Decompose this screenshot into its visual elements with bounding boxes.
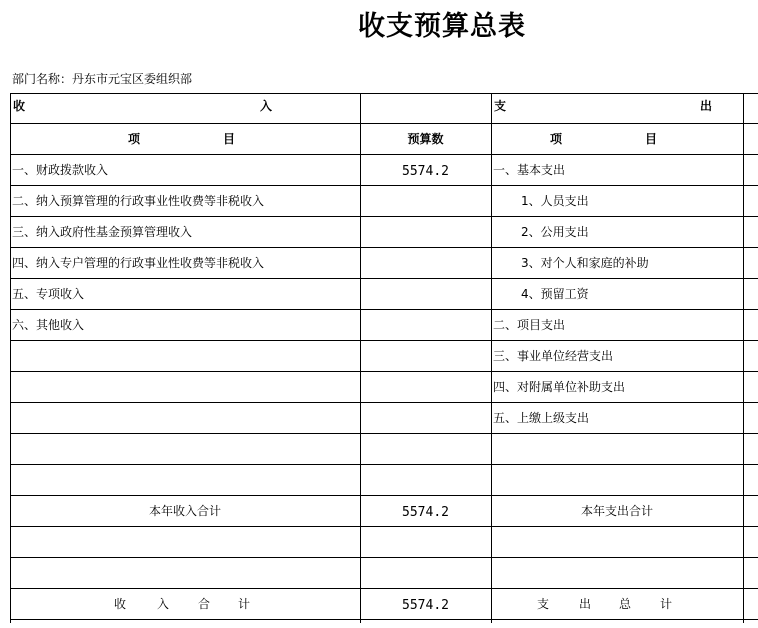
expense-item: 2、公用支出: [521, 225, 589, 239]
income-item: [10, 465, 360, 496]
header-blank: [360, 93, 491, 124]
budget-column-header: 预算数: [407, 132, 444, 146]
budget-amount: [360, 372, 491, 403]
table-row: [10, 341, 758, 372]
table-row: [10, 465, 758, 496]
income-item: 三、纳入政府性基金预算管理收入: [12, 225, 193, 239]
budget-amount: [360, 248, 491, 279]
item-column-header: [10, 124, 360, 155]
item2-header-left: 项: [550, 132, 563, 146]
income-header-left: 收: [13, 99, 26, 113]
income-item: [10, 341, 360, 372]
expense-header-right: 出: [700, 99, 713, 113]
year-income-total-amount: 5574.2: [402, 505, 449, 520]
item-column-header-2: [491, 124, 743, 155]
table-row: [10, 248, 758, 279]
table-row: [10, 310, 758, 341]
budget-amount: [360, 186, 491, 217]
expense-item: [491, 434, 743, 465]
table-row: [10, 434, 758, 465]
item-header-left: 项: [128, 132, 141, 146]
income-item: 一、财政拨款收入: [12, 163, 109, 177]
expense-item: 三、事业单位经营支出: [493, 349, 614, 363]
expense-item: 1、人员支出: [521, 194, 589, 208]
year-income-total-label: 本年收入合计: [148, 504, 221, 518]
table-row: [10, 186, 758, 217]
budget-amount: 5574.2: [402, 164, 449, 179]
budget-amount: [360, 434, 491, 465]
grand-income-char: 收: [114, 597, 127, 611]
table-row: [10, 372, 758, 403]
grand-total-amount: 5574.2: [402, 598, 449, 613]
income-item: [10, 403, 360, 434]
header-row-category: [10, 93, 758, 124]
income-item: [10, 372, 360, 403]
grand-expense-char: 出: [579, 597, 592, 611]
budget-amount: [360, 310, 491, 341]
income-item: [10, 434, 360, 465]
item2-header-right: 目: [645, 132, 658, 146]
budget-amount: [360, 465, 491, 496]
expense-item: 3、对个人和家庭的补助: [521, 256, 649, 270]
grand-expense-char: 总: [619, 597, 632, 611]
income-header: [10, 93, 360, 124]
grand-total-row: [10, 589, 758, 620]
expense-item: 四、对附属单位补助支出: [493, 380, 626, 394]
item-header-right: 目: [223, 132, 236, 146]
expense-item: 五、上缴上级支出: [493, 411, 590, 425]
grand-income-char: 合: [198, 597, 211, 611]
income-item: 二、纳入预算管理的行政事业性收费等非税收入: [12, 194, 265, 208]
expense-item: 二、项目支出: [493, 318, 566, 332]
grand-income-char: 入: [157, 597, 170, 611]
grand-income-char: 计: [238, 597, 251, 611]
year-expense-total-label: 本年支出合计: [580, 504, 653, 518]
income-item: 五、专项收入: [12, 287, 85, 301]
budget-amount: [360, 279, 491, 310]
income-header-right: 入: [260, 99, 273, 113]
income-grand-total-label: [10, 589, 360, 620]
table-row: [10, 279, 758, 310]
year-total-row: [10, 496, 758, 527]
budget-amount: [360, 341, 491, 372]
table-row-empty: [10, 558, 758, 589]
expense-grand-total-label: [491, 589, 743, 620]
department-name: 部门名称：丹东市元宝区委组织部: [12, 72, 193, 86]
income-item: 四、纳入专户管理的行政事业性收费等非税收入: [12, 256, 265, 270]
page-title: 收支预算总表: [358, 11, 526, 42]
grand-expense-char: 计: [660, 597, 673, 611]
expense-item: [491, 465, 743, 496]
expense-item: 4、预留工资: [521, 287, 589, 301]
expense-header-left: 支: [494, 99, 507, 113]
expense-item: 一、基本支出: [493, 163, 566, 177]
income-item: 六、其他收入: [12, 318, 85, 332]
budget-amount: [360, 217, 491, 248]
header-row-columns: [10, 124, 758, 155]
grand-expense-char: 支: [537, 597, 550, 611]
expense-header: [491, 93, 743, 124]
table-row: [10, 403, 758, 434]
table-row-empty: [10, 527, 758, 558]
budget-amount: [360, 403, 491, 434]
table-row: [10, 217, 758, 248]
table-row: [10, 155, 758, 186]
